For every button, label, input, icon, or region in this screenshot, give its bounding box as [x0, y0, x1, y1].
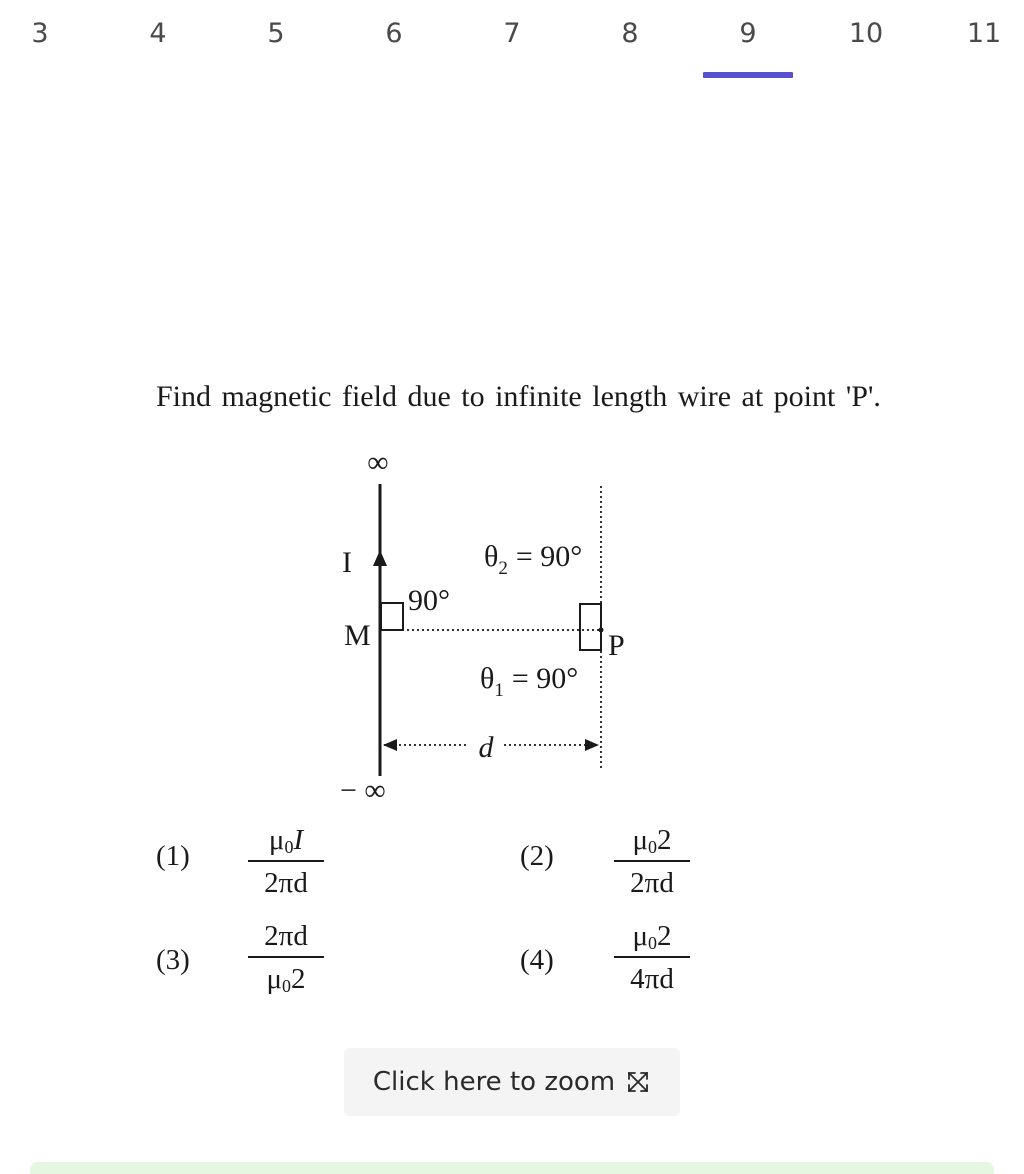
distance-label: d	[478, 731, 494, 764]
question-text: Find magnetic field due to infinite length wire at point 'P'.	[156, 380, 881, 413]
bottom-infinity-label: − ∞	[340, 774, 386, 807]
theta2-subscript: 2	[498, 558, 508, 579]
mu-subscript: 0	[282, 976, 292, 996]
mu-symbol: μ	[266, 963, 283, 995]
numerator-rest: 2	[657, 920, 672, 952]
tab-question-4[interactable]: 4	[149, 18, 167, 49]
current-label: I	[342, 546, 352, 579]
denominator: 4πd	[630, 963, 674, 995]
point-p-dot	[599, 628, 604, 633]
tab-question-3[interactable]: 3	[31, 18, 49, 49]
option-3-number: (3)	[156, 944, 190, 976]
option-2-fraction	[602, 820, 702, 902]
point-m-label: M	[344, 619, 371, 652]
mu-symbol: μ	[632, 920, 649, 952]
option-4-fraction	[602, 916, 702, 998]
tab-question-10[interactable]: 10	[848, 18, 884, 49]
tab-question-5[interactable]: 5	[267, 18, 285, 49]
right-angle-label: 90°	[408, 584, 450, 617]
theta1-symbol: θ	[480, 662, 495, 695]
theta2-symbol: θ	[484, 540, 499, 573]
theta1-subscript: 1	[494, 680, 504, 701]
current-arrow-icon	[373, 550, 387, 566]
theta2-label	[484, 540, 582, 579]
top-infinity-label: ∞	[367, 446, 389, 479]
option-1-fraction	[236, 820, 336, 902]
zoom-button[interactable]	[344, 1048, 680, 1116]
expand-arrows-icon	[625, 1069, 651, 1095]
option-3-fraction	[236, 916, 336, 998]
denominator: 2πd	[264, 867, 308, 899]
option-1-number: (1)	[156, 840, 190, 872]
tab-question-11[interactable]: 11	[966, 18, 1002, 49]
mu-subscript: 0	[648, 933, 658, 953]
tab-question-6[interactable]: 6	[385, 18, 403, 49]
mu-symbol: μ	[632, 824, 649, 856]
numerator-rest: I	[293, 824, 304, 856]
numerator-rest: 2	[657, 824, 672, 856]
option-2-number: (2)	[520, 840, 554, 872]
mu-subscript: 0	[284, 837, 294, 857]
option-4-number: (4)	[520, 944, 554, 976]
numerator: 2πd	[264, 920, 308, 952]
denominator-rest: 2	[291, 963, 306, 995]
point-p-label: P	[608, 629, 625, 662]
mu-symbol: μ	[268, 824, 285, 856]
angle-marker-p	[580, 604, 601, 650]
tab-question-8[interactable]: 8	[621, 18, 639, 49]
denominator: 2πd	[630, 867, 674, 899]
right-angle-marker-m	[381, 603, 403, 630]
zoom-button-label: Click here to zoom	[372, 1067, 616, 1097]
tab-question-7[interactable]: 7	[503, 18, 521, 49]
theta2-value: = 90°	[515, 540, 583, 573]
answer-panel-edge	[30, 1162, 994, 1174]
mu-subscript: 0	[648, 837, 658, 857]
theta1-value: = 90°	[511, 662, 579, 695]
theta1-label	[480, 662, 578, 701]
tab-question-9[interactable]: 9	[739, 18, 757, 49]
